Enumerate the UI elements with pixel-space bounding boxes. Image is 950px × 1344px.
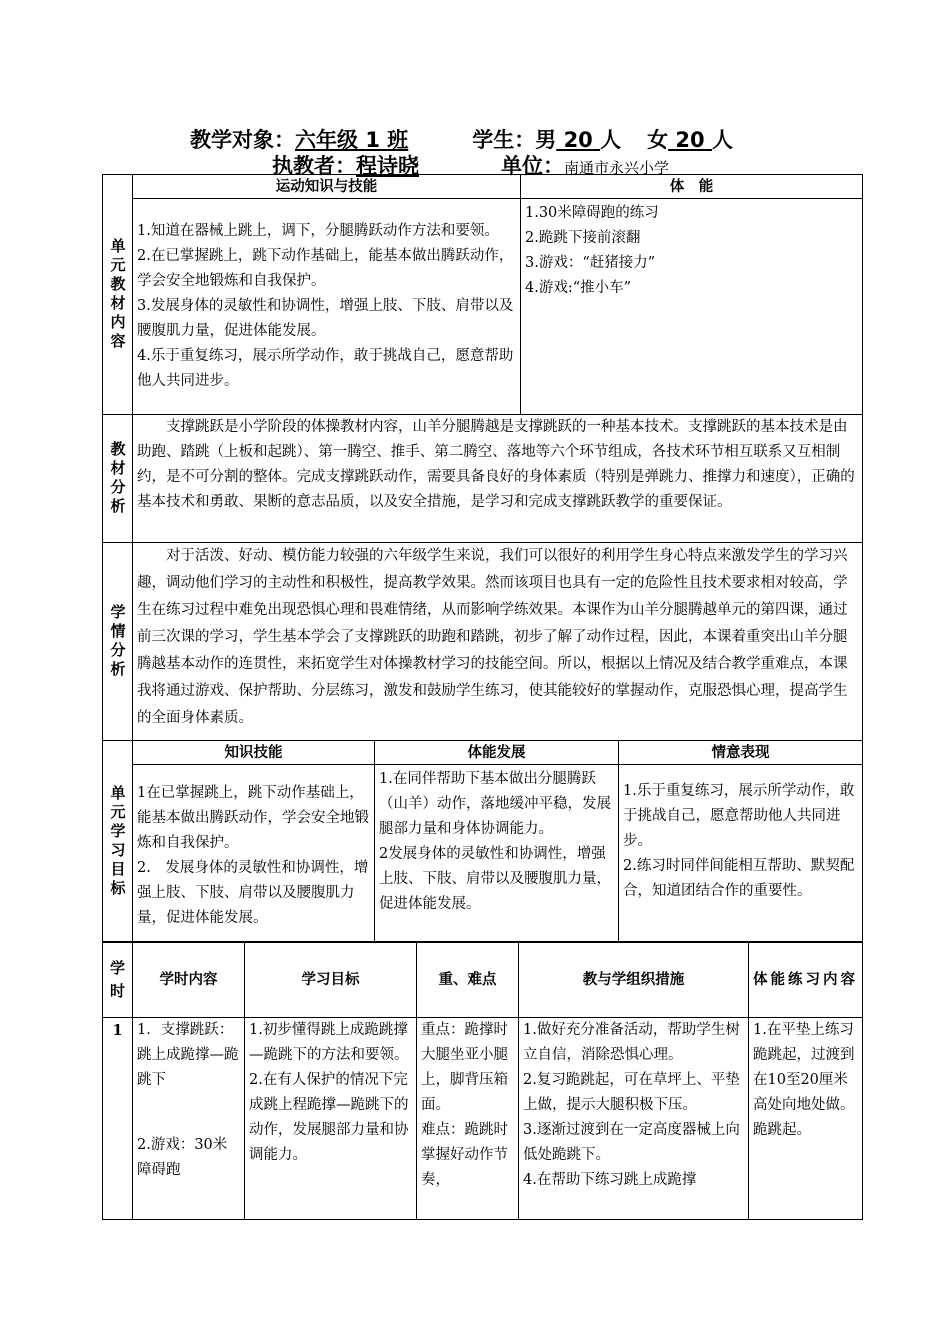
material-analysis-text: 支撑跳跃是小学阶段的体操教材内容，山羊分腿腾越是支撑跳跃的一种基本技术。支撑跳跃的基本技术是由助跑、踏跳（上板和起跳）、第一腾空、推手、第二腾空、落地等六个环节组成，各技术环节相互联系又互相制约，是不可分割的整体。完成支撑跳跃动作，需要具备良好的身体素质（特别是弹跳力、推撑力和速度），正确的基本技术和勇敢、果断的意志品质，以及安全措施，是学习和完成支撑跳跃教学的重要保证。 [133, 415, 863, 543]
goal-item: 1.乐于重复练习，展示所学动作，敢于挑战自己，愿意帮助他人共同进步。 [623, 783, 855, 849]
teacher-name: 程诗晓 [356, 154, 419, 178]
fitness-item: 4.游戏:“推小车” [525, 280, 632, 296]
person-label-1: 人 [600, 128, 622, 152]
lesson-content-cell [133, 1018, 245, 1220]
unit-name: 南通市永兴小学 [564, 159, 670, 177]
goal-item: 2.练习时同伴间能相互帮助、默契配合，知道团结合作的重要性。 [623, 858, 855, 899]
goal-item: 1在已掌握跳上，跳下动作基础上，能基本做出腾跃动作，学会安全地锻炼和自我保护。 [137, 785, 369, 851]
content-header: 学时内容 [133, 942, 245, 1018]
class-suffix: 班 [387, 128, 409, 152]
student-analysis-side-label: 学情分析 [103, 543, 133, 741]
goal-item: 2发展身体的灵敏性和协调性，增强上肢、下肢、肩带以及腰腹肌力量，促进体能发展。 [379, 846, 611, 912]
key-point-item: 难点：跪跳时掌握好动作节奏， [421, 1122, 508, 1188]
lesson-content-item: 2.游戏：30米障碍跑 [137, 1137, 228, 1178]
skills-cell [133, 199, 521, 415]
goal-header-emotion: 情意表现 [619, 741, 863, 765]
period-number: 1 [103, 1018, 133, 1220]
unit-label: 单位： [501, 154, 564, 178]
measure-item: 2.复习跪跳起，可在草坪上、平垫上做，提示大腿积极下压。 [523, 1072, 740, 1113]
lesson-goals-cell [245, 1018, 417, 1220]
fitness-item: 1.30米障碍跑的练习 [525, 205, 659, 221]
key-points-cell [417, 1018, 519, 1220]
goal-item: 2. 发展身体的灵敏性和协调性，增强上肢、下肢、肩带以及腰腹肌力量，促进体能发展。 [137, 860, 369, 926]
lesson-goal-item: 1.初步懂得跳上成跪跳撑—跪跳下的方法和要领。 [249, 1022, 409, 1063]
measure-item: 1.做好充分准备活动，帮助学生树立自信，消除恐惧心理。 [523, 1022, 740, 1063]
skill-item: 1.知道在器械上跳上，调下，分腿腾跃动作方法和要领。 [137, 223, 499, 239]
skill-item: 4.乐于重复练习，展示所学动作，敢于挑战自己，愿意帮助他人共同进步。 [137, 348, 514, 389]
unit-content-side-label: 单元教材内容 [103, 175, 133, 415]
lesson-content-item: 1．支撑跳跃：跳上成跪撑—跪跳下 [137, 1022, 239, 1088]
student-analysis-text: 对于活泼、好动、模仿能力较强的六年级学生来说，我们可以很好的利用学生身心特点来激发学生的学习兴趣，调动他们学习的主动性和积极性，提高教学效果。然而该项目也具有一定的危险性且技术要求相对较高，学生在练习过程中难免出现恐惧心理和畏难情绪，从而影响学练效果。本课作为山羊分腿腾越单元的第四课，通过前三次课的学习，学生基本学会了支撑跳跃的助跑和踏跳，初步了解了动作过程，因此，本课着重突出山羊分腿腾越基本动作的连贯性，来拓宽学生对体操教材学习的技能空间。所以，根据以上情况及结合教学重难点，本课我将通过游戏、保护帮助、分层练习，激发和鼓励学生练习，使其能较好的掌握动作，克服恐惧心理，提高学生的全面身体素质。 [133, 543, 863, 741]
key-points-header: 重、难点 [417, 942, 519, 1018]
lesson-table [102, 941, 863, 1220]
female-count: 20 [675, 128, 705, 152]
goal-header: 学习目标 [245, 942, 417, 1018]
fitness-item: 2.跪跳下接前滚翻 [525, 230, 641, 246]
lesson-goal-item: 2.在有人保护的情况下完成跳上程跪撑—跪跳下的动作，发展腿部力量和协调能力。 [249, 1072, 409, 1163]
goal-emotion-cell [619, 765, 863, 943]
unit-goals-side-label: 单元学习目标 [103, 741, 133, 943]
male-count: 20 [563, 128, 593, 152]
fitness-practice-header: 体能练习内容 [749, 942, 863, 1018]
skill-item: 2.在已掌握跳上，跳下动作基础上，能基本做出腾跃动作，学会安全地锻炼和自我保护。 [137, 248, 514, 289]
goal-knowledge-cell [133, 765, 375, 943]
skill-item: 3.发展身体的灵敏性和协调性，增强上肢、下肢、肩带以及腰腹肌力量，促进体能发展。 [137, 298, 514, 339]
student-label: 学生：男 [472, 128, 557, 152]
class-number: 1 [365, 128, 380, 152]
goal-item: 1.在同伴帮助下基本做出分腿腾跃（山羊）动作，落地缓冲平稳，发展腿部力量和身体协调能力。 [379, 771, 611, 837]
key-point-item: 重点：跪撑时大腿坐亚小腿上，脚背压箱面。 [421, 1022, 508, 1113]
goal-header-fitness: 体能发展 [375, 741, 619, 765]
fitness-practice-cell: 1.在平垫上练习跪跳起，过渡到在10至20厘米高处向地处做。跪跳起。 [749, 1018, 863, 1220]
female-label: 女 [647, 128, 669, 152]
fitness-item: 3.游戏：“赶猪接力” [525, 255, 656, 271]
measure-item: 3.逐渐过渡到在一定高度器械上向低处跪跳下。 [523, 1122, 740, 1163]
table-row [103, 1018, 863, 1220]
period-header: 学时 [103, 942, 133, 1018]
goal-header-knowledge: 知识技能 [133, 741, 375, 765]
measures-cell [519, 1018, 749, 1220]
measures-header: 教与学组织措施 [519, 942, 749, 1018]
object-label: 教学对象： [190, 128, 295, 152]
material-analysis-side-label: 教材分析 [103, 415, 133, 543]
goal-fitness-cell [375, 765, 619, 943]
fitness-header: 体 能 [521, 175, 863, 199]
person-label-2: 人 [711, 128, 733, 152]
teacher-label: 执教者： [272, 154, 356, 178]
skills-header: 运动知识与技能 [133, 175, 521, 199]
fitness-cell [521, 199, 863, 415]
measure-item: 4.在帮助下练习跳上成跪撑 [523, 1172, 697, 1188]
unit-table [102, 174, 863, 943]
grade: 六年级 [295, 128, 358, 152]
